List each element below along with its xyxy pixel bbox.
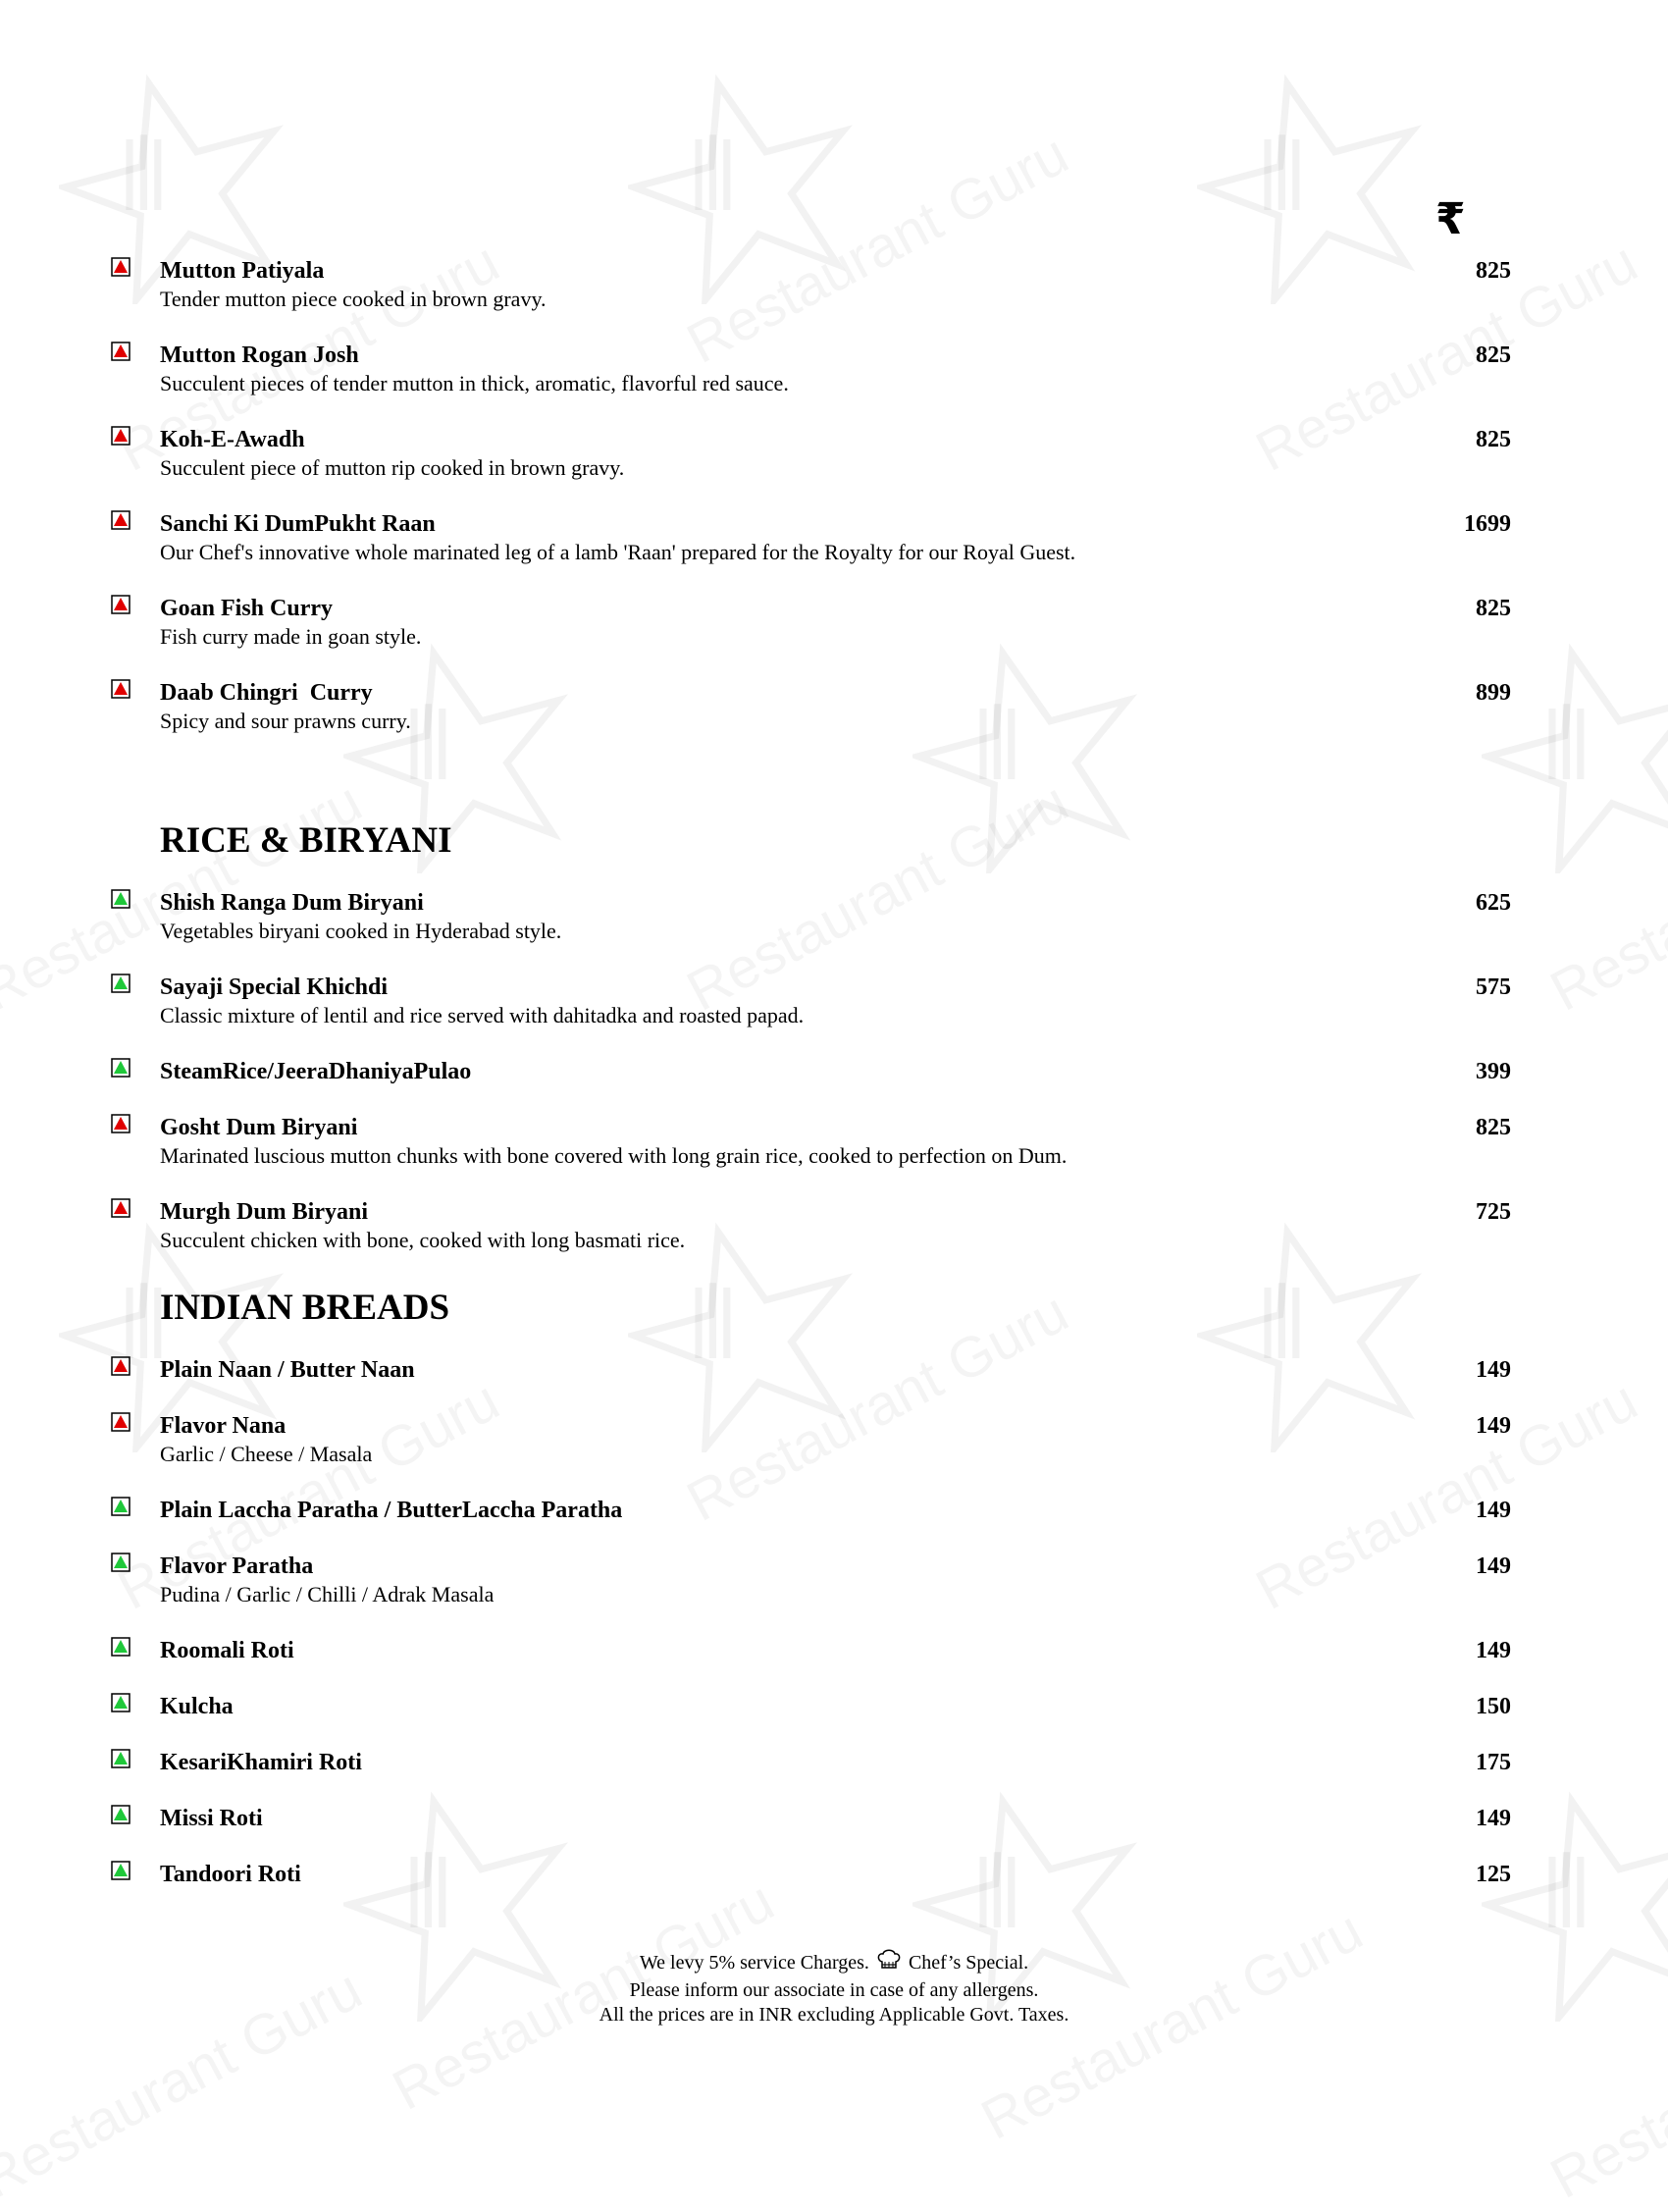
menu-item-price: 175 (1476, 1750, 1511, 1775)
menu-item-name: KesariKhamiri Roti (160, 1750, 362, 1775)
section-title-indian-breads: INDIAN BREADS (160, 1288, 450, 1328)
chef-special-label: Chef’s Special. (908, 1952, 1029, 1974)
menu-item-price: 149 (1476, 1413, 1511, 1439)
menu-item-name: Kulcha (160, 1694, 234, 1719)
menu-item (0, 1749, 1668, 1808)
allergen-note: Please inform our associate in case of any allergens. (629, 1979, 1039, 2001)
menu-item (0, 257, 1668, 316)
veg-indicator-icon (111, 1749, 130, 1768)
menu-item-price: 825 (1476, 1115, 1511, 1140)
menu-item-name: SteamRice/JeeraDhaniyaPulao (160, 1059, 472, 1084)
tax-note: All the prices are in INR excluding Applicable Govt. Taxes. (599, 2004, 1069, 2026)
menu-item-description: Our Chef's innovative whole marinated leg of a lamb 'Raan' prepared for the Royalty for our Royal Guest. (160, 540, 1076, 564)
nonveg-indicator-icon (111, 1412, 130, 1432)
menu-item-price: 149 (1476, 1498, 1511, 1523)
menu-item (0, 974, 1668, 1032)
menu-item-price: 725 (1476, 1199, 1511, 1225)
watermark-text (676, 121, 1078, 376)
menu-item (0, 1356, 1668, 1415)
menu-item-price: 625 (1476, 890, 1511, 916)
service-charge-note (0, 1948, 1668, 1978)
nonveg-indicator-icon (111, 595, 130, 614)
nonveg-indicator-icon (111, 426, 130, 446)
menu-item-description: Marinated luscious mutton chunks with bone covered with long grain rice, cooked to perfection on Dum. (160, 1143, 1068, 1168)
menu-item-price: 825 (1476, 596, 1511, 621)
menu-item-name: Plain Naan / Butter Naan (160, 1357, 415, 1383)
veg-indicator-icon (111, 1861, 130, 1880)
veg-indicator-icon (111, 974, 130, 993)
menu-item-description: Garlic / Cheese / Masala (160, 1442, 373, 1466)
menu-item-name: Murgh Dum Biryani (160, 1199, 369, 1225)
menu-item-price: 825 (1476, 427, 1511, 452)
footer-notes (0, 1948, 1668, 2028)
menu-item-description: Spicy and sour prawns curry. (160, 709, 411, 733)
menu-item-description: Succulent chicken with bone, cooked with long basmati rice. (160, 1228, 686, 1252)
chef-hat-icon (876, 1948, 902, 1978)
menu-item-name: Shish Ranga Dum Biryani (160, 890, 424, 916)
menu-item-price: 149 (1476, 1357, 1511, 1383)
menu-item-name: Goan Fish Curry (160, 596, 334, 621)
menu-item-name: Sanchi Ki DumPukht Raan (160, 511, 436, 537)
menu-item-price: 150 (1476, 1694, 1511, 1719)
menu-item (0, 889, 1668, 948)
watermark-star-icon (912, 638, 1148, 873)
menu-item-description: Vegetables biryani cooked in Hyderabad style. (160, 919, 562, 943)
menu-item-name: Flavor Paratha (160, 1554, 314, 1579)
menu-item-name: Mutton Rogan Josh (160, 342, 359, 368)
menu-item-name: Mutton Patiyala (160, 258, 325, 284)
menu-item (0, 342, 1668, 400)
nonveg-indicator-icon (111, 1356, 130, 1376)
menu-item (0, 1412, 1668, 1471)
nonveg-indicator-icon (111, 510, 130, 530)
currency-symbol: ₹ (1435, 194, 1466, 244)
menu-item-name: Flavor Nana (160, 1413, 287, 1439)
menu-item (0, 1861, 1668, 1920)
menu-item (0, 679, 1668, 738)
menu-item-description: Tender mutton piece cooked in brown gravy. (160, 287, 547, 311)
menu-item-description: Fish curry made in goan style. (160, 624, 422, 649)
menu-item-name: Roomali Roti (160, 1638, 294, 1663)
nonveg-indicator-icon (111, 342, 130, 361)
veg-indicator-icon (111, 1805, 130, 1824)
menu-item-price: 825 (1476, 342, 1511, 368)
veg-indicator-icon (111, 1637, 130, 1657)
menu-item-name: Missi Roti (160, 1806, 263, 1831)
watermark-star-icon (1482, 638, 1668, 873)
nonveg-indicator-icon (111, 257, 130, 277)
menu-item (0, 426, 1668, 485)
menu-item (0, 595, 1668, 654)
menu-item-name: Gosht Dum Biryani (160, 1115, 358, 1140)
menu-item-name: Sayaji Special Khichdi (160, 974, 389, 1000)
menu-item-description: Classic mixture of lentil and rice served with dahitadka and roasted papad. (160, 1003, 805, 1027)
menu-item-price: 399 (1476, 1059, 1511, 1084)
veg-indicator-icon (111, 1553, 130, 1572)
menu-item (0, 1637, 1668, 1696)
menu-item-price: 149 (1476, 1806, 1511, 1831)
menu-item-name: Koh-E-Awadh (160, 427, 305, 452)
menu-item (0, 1497, 1668, 1555)
veg-indicator-icon (111, 1058, 130, 1078)
menu-item (0, 510, 1668, 569)
menu-item-description: Pudina / Garlic / Chilli / Adrak Masala (160, 1582, 495, 1606)
veg-indicator-icon (111, 1693, 130, 1712)
nonveg-indicator-icon (111, 1198, 130, 1218)
menu-item (0, 1693, 1668, 1752)
menu-item-name: Daab Chingri Curry (160, 680, 373, 706)
menu-item (0, 1198, 1668, 1257)
menu-item (0, 1553, 1668, 1611)
menu-item-price: 125 (1476, 1862, 1511, 1887)
menu-item-name: Tandoori Roti (160, 1862, 301, 1887)
menu-item-price: 825 (1476, 258, 1511, 284)
veg-indicator-icon (111, 1497, 130, 1516)
menu-item-price: 149 (1476, 1638, 1511, 1663)
menu-item-price: 899 (1476, 680, 1511, 706)
menu-item (0, 1114, 1668, 1173)
menu-item-description: Succulent piece of mutton rip cooked in brown gravy. (160, 455, 625, 480)
menu-item (0, 1805, 1668, 1864)
menu-item-price: 1699 (1464, 511, 1511, 537)
menu-item-name: Plain Laccha Paratha / ButterLaccha Paratha (160, 1498, 623, 1523)
veg-indicator-icon (111, 889, 130, 909)
section-title-rice-biryani: RICE & BIRYANI (160, 820, 452, 861)
menu-item-price: 149 (1476, 1554, 1511, 1579)
menu-item-description: Succulent pieces of tender mutton in thick, aromatic, flavorful red sauce. (160, 371, 789, 395)
menu-item-price: 575 (1476, 974, 1511, 1000)
service-charge-text: We levy 5% service Charges. (639, 1952, 869, 1974)
nonveg-indicator-icon (111, 679, 130, 699)
nonveg-indicator-icon (111, 1114, 130, 1133)
menu-item (0, 1058, 1668, 1117)
